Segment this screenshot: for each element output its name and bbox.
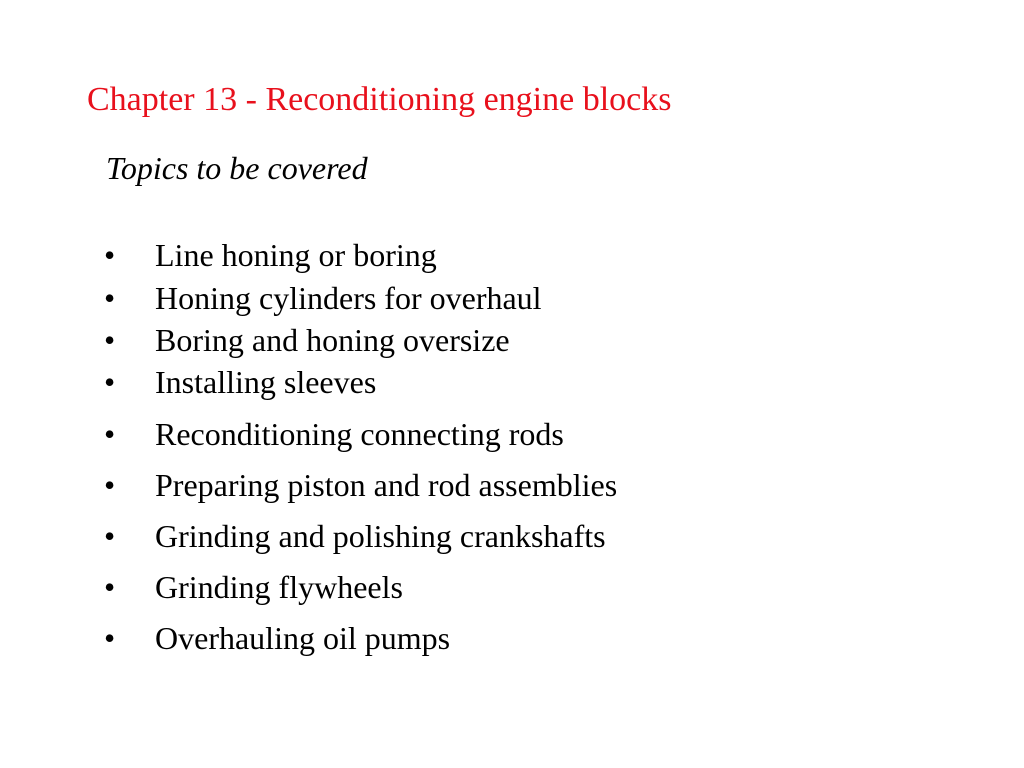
- bullet-icon: •: [104, 467, 116, 503]
- bullet-text: Reconditioning connecting rods: [155, 416, 564, 452]
- bullet-icon: •: [104, 322, 116, 358]
- bullet-text: Overhauling oil pumps: [155, 620, 451, 656]
- slide-subtitle: Topics to be covered: [106, 150, 368, 186]
- bullet-text: Line honing or boring: [155, 237, 437, 273]
- bullet-item: [104, 514, 606, 558]
- bullet-text: Honing cylinders for overhaul: [155, 280, 542, 316]
- bullet-icon: •: [104, 237, 116, 273]
- bullet-item: [104, 412, 564, 456]
- bullet-text: Grinding and polishing crankshafts: [155, 518, 606, 554]
- bullet-icon: •: [104, 620, 116, 656]
- bullet-text: Boring and honing oversize: [155, 322, 510, 358]
- bullet-icon: •: [104, 569, 116, 605]
- bullet-icon: •: [104, 280, 116, 316]
- slide-title: Chapter 13 - Reconditioning engine blocks: [87, 81, 672, 118]
- bullet-item: [104, 276, 542, 320]
- bullet-text: Preparing piston and rod assemblies: [155, 467, 618, 503]
- bullet-text: Grinding flywheels: [155, 569, 403, 605]
- bullet-item: [104, 616, 450, 660]
- bullet-text: Installing sleeves: [155, 364, 377, 400]
- bullet-item: [104, 565, 403, 609]
- bullet-item: [104, 318, 510, 362]
- bullet-icon: •: [104, 416, 116, 452]
- bullet-item: [104, 233, 437, 277]
- bullet-item: [104, 463, 617, 507]
- bullet-icon: •: [104, 364, 116, 400]
- bullet-icon: •: [104, 518, 116, 554]
- bullet-item: [104, 360, 376, 404]
